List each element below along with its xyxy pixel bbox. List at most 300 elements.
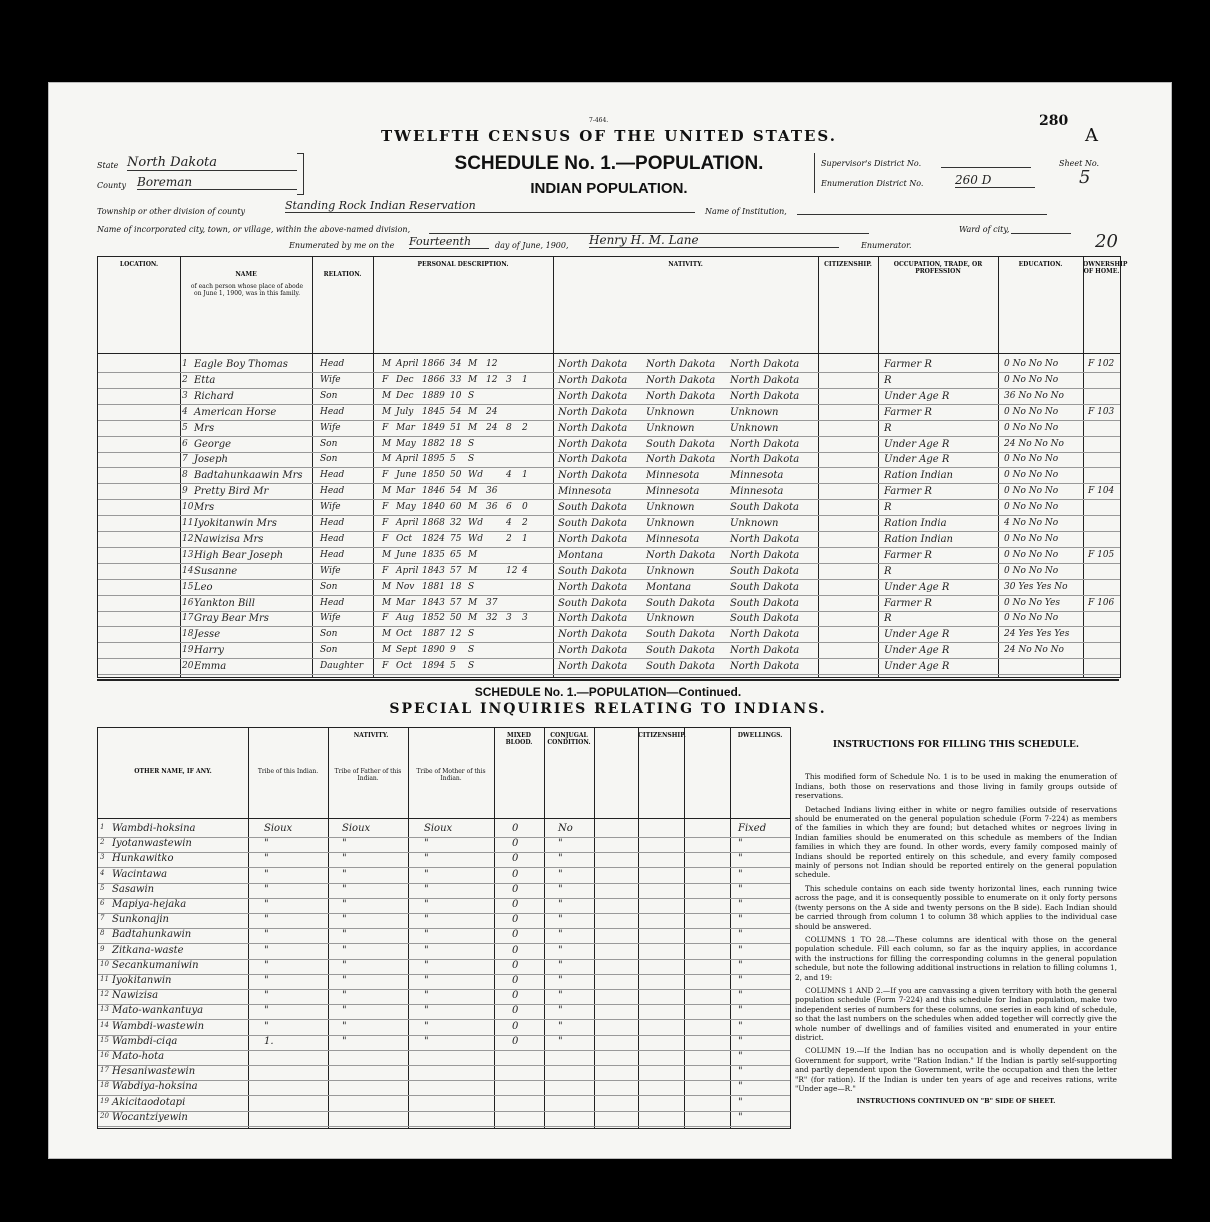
cell-mar: M bbox=[468, 502, 478, 513]
hdr-nativity2: NATIVITY. bbox=[353, 732, 389, 739]
cell-lv: 2 bbox=[522, 422, 528, 433]
cell-rel: Wife bbox=[320, 502, 341, 513]
instruction-paragraph: This modified form of Schedule No. 1 is to be used in making the enumeration of Indians, both those on reservations and those living in family groups outside of reservations. bbox=[795, 772, 1117, 801]
cell-n: 11 bbox=[100, 975, 109, 983]
instructions-panel bbox=[795, 727, 1117, 1127]
cell-year: 1887 bbox=[422, 629, 445, 640]
cell-month: Dec bbox=[396, 390, 414, 401]
cell-ch: 6 bbox=[506, 502, 512, 513]
cell-n: 10 bbox=[100, 959, 109, 968]
cell-sex: F bbox=[382, 661, 389, 672]
hdr-relation: RELATION. bbox=[323, 271, 362, 278]
cell-year: 1881 bbox=[422, 581, 445, 592]
schedule-subtitle: INDIAN POPULATION. bbox=[530, 180, 688, 197]
cell-rel: Head bbox=[320, 597, 345, 608]
cell-name: Susanne bbox=[194, 565, 238, 577]
cell-name: Joseph bbox=[194, 454, 228, 466]
cell-t2: " bbox=[342, 1035, 347, 1047]
cell-mb: North Dakota bbox=[730, 438, 800, 450]
cell-t3: " bbox=[424, 1005, 429, 1017]
cell-t1: " bbox=[264, 914, 269, 926]
cell-name: Mrs bbox=[194, 502, 215, 514]
cell-occ: Farmer R bbox=[884, 359, 932, 370]
cell-sex: F bbox=[382, 613, 389, 624]
hdr-conjugal: CONJUGAL CONDITION. bbox=[547, 732, 591, 746]
cell-dw: " bbox=[738, 1111, 743, 1123]
cell-mb: Minnesota bbox=[730, 486, 784, 498]
cell-fb: Unknown bbox=[646, 406, 695, 418]
table-row bbox=[98, 659, 1120, 678]
ward-label: Ward of city, bbox=[959, 225, 1010, 234]
cell-mar: M bbox=[468, 565, 478, 576]
cell-t3: " bbox=[424, 959, 429, 971]
institution-value bbox=[797, 214, 1047, 215]
cell-mar: M bbox=[468, 549, 478, 560]
cell-mar: M bbox=[468, 486, 478, 497]
cell-n: 2 bbox=[100, 838, 105, 847]
cell-dw: " bbox=[738, 868, 743, 880]
cell-rel: Head bbox=[320, 470, 345, 481]
cell-occ: Farmer R bbox=[884, 597, 932, 609]
cell-poly: " bbox=[558, 853, 563, 865]
cell-n: 3 bbox=[100, 853, 105, 862]
cell-n: 8 bbox=[182, 470, 188, 481]
cell-ed: 0 No No No bbox=[1004, 613, 1059, 624]
cell-poly: " bbox=[558, 975, 563, 986]
cell-sex: M bbox=[382, 549, 392, 560]
cell-n: 15 bbox=[182, 581, 194, 592]
instruction-paragraph: COLUMNS 1 AND 2.—If you are canvassing a given territory with both the general population schedule (Form 7-224) and this schedule for Indian population, make two independent series of numbers for these columns, one series in each kind of schedule, so that the last numbers on the schedules when added together will correctly give the whole number of dwellings and of families visited and enumerated in your entire district. bbox=[795, 985, 1117, 1042]
cell-yrs: 24 bbox=[486, 406, 498, 417]
enum-district-value: 260 D bbox=[955, 173, 1035, 188]
cell-mar: S bbox=[468, 645, 475, 656]
cell-dw: " bbox=[738, 975, 743, 986]
cell-mb: North Dakota bbox=[730, 374, 800, 386]
sheet-value: 5 bbox=[1079, 167, 1091, 188]
city-label: Name of incorporated city, town, or village, within the above-named division, bbox=[97, 225, 411, 234]
cell-dw: " bbox=[738, 1005, 743, 1017]
cell-t1: " bbox=[264, 959, 269, 971]
cell-dw: " bbox=[738, 1066, 743, 1078]
cell-mix: 0 bbox=[512, 959, 519, 971]
cell-n: 14 bbox=[100, 1020, 109, 1029]
enumerated-day: Fourteenth bbox=[409, 235, 489, 249]
cell-occ: Ration India bbox=[884, 518, 947, 529]
cell-mar: S bbox=[468, 438, 475, 449]
cell-ch: 4 bbox=[506, 470, 512, 481]
form-number: 7-464. bbox=[589, 117, 609, 124]
cell-lv: 1 bbox=[522, 533, 528, 544]
cell-mar: M bbox=[468, 597, 478, 608]
cell-name: Harry bbox=[194, 645, 224, 657]
cell-year: 1824 bbox=[422, 533, 445, 544]
cell-n: 6 bbox=[182, 438, 188, 449]
supervisor-label: Supervisor's District No. bbox=[821, 159, 922, 168]
cell-t2: Sioux bbox=[342, 823, 371, 834]
cell-year: 1835 bbox=[422, 549, 445, 560]
cell-dw: " bbox=[738, 990, 743, 1002]
cell-n: 19 bbox=[182, 645, 194, 656]
cell-t1: 1. bbox=[264, 1035, 274, 1047]
cell-pb: North Dakota bbox=[558, 533, 628, 545]
hdr-nativity: NATIVITY. bbox=[668, 261, 703, 268]
cell-month: June bbox=[396, 470, 417, 481]
cell-dw: " bbox=[738, 914, 743, 926]
instruction-paragraph: Detached Indians living either in white or negro families outside of reservations should be enumerated on the general population schedule (Form 7-224) as members of the families in which they are found; but detached whites or negroes living in Indian families should be enumerated on this schedule as members of the Indian families in which they are found. In other words, every family composed mainly of Indians should be reported entirely on this schedule, and every family composed mainly of persons not Indian should be reported entirely on the general population schedule. bbox=[795, 804, 1117, 880]
cell-mix: 0 bbox=[512, 883, 519, 895]
cell-poly: " bbox=[558, 914, 563, 926]
cell-rel: Head bbox=[320, 533, 345, 544]
cell-month: April bbox=[396, 454, 419, 465]
cell-lv: 1 bbox=[522, 374, 528, 385]
hdr-tribe-self: Tribe of this Indian. bbox=[257, 768, 319, 775]
inquiry-row bbox=[98, 1111, 790, 1129]
cell-ed: 0 No No No bbox=[1004, 470, 1059, 481]
cell-mar: Wd bbox=[468, 470, 484, 481]
cell-occ: R bbox=[884, 422, 892, 434]
section2-subtitle: SPECIAL INQUIRIES RELATING TO INDIANS. bbox=[389, 701, 827, 717]
state-label: State bbox=[97, 161, 119, 170]
cell-n: 8 bbox=[100, 929, 105, 938]
cell-year: 1866 bbox=[422, 359, 445, 369]
cell-mix: 0 bbox=[512, 853, 519, 865]
cell-own: F 106 bbox=[1088, 597, 1115, 608]
cell-month: Dec bbox=[396, 374, 414, 385]
cell-month: Oct bbox=[396, 629, 413, 640]
cell-other: Wacintawa bbox=[112, 868, 168, 880]
cell-mix: 0 bbox=[512, 944, 519, 956]
cell-t1: " bbox=[264, 975, 269, 986]
cell-occ: Under Age R bbox=[884, 390, 950, 402]
cell-occ: Under Age R bbox=[884, 661, 950, 673]
cell-other: Wambdi-wastewin bbox=[112, 1020, 205, 1032]
cell-mix: 0 bbox=[512, 1035, 519, 1047]
cell-dw: " bbox=[738, 1020, 743, 1032]
cell-poly: " bbox=[558, 883, 563, 895]
cell-n: 5 bbox=[182, 422, 188, 433]
cell-other: Nawizisa bbox=[112, 990, 159, 1002]
page-side: A bbox=[1085, 125, 1098, 146]
cell-fb: North Dakota bbox=[646, 374, 716, 386]
cell-rel: Wife bbox=[320, 565, 341, 576]
cell-t1: " bbox=[264, 853, 269, 865]
cell-rel: Son bbox=[320, 629, 338, 640]
cell-pb: North Dakota bbox=[558, 406, 628, 418]
cell-t2: " bbox=[342, 990, 347, 1002]
cell-ed: 0 No No Yes bbox=[1004, 597, 1060, 608]
cell-rel: Head bbox=[320, 518, 345, 528]
cell-ed: 0 No No No bbox=[1004, 486, 1059, 497]
cell-other: Wambdi-ciqa bbox=[112, 1035, 178, 1047]
cell-mb: North Dakota bbox=[730, 645, 800, 657]
cell-n: 17 bbox=[182, 613, 194, 624]
cell-dw: " bbox=[738, 1081, 743, 1093]
cell-ed: 30 Yes Yes No bbox=[1004, 581, 1068, 592]
cell-age: 5 bbox=[450, 661, 456, 672]
cell-dw: " bbox=[738, 838, 743, 850]
cell-mb: Unknown bbox=[730, 406, 779, 418]
cell-age: 54 bbox=[450, 486, 462, 497]
cell-other: Secankumaniwin bbox=[112, 959, 199, 971]
cell-dw: " bbox=[738, 1051, 743, 1062]
cell-ch: 2 bbox=[506, 533, 512, 544]
cell-rel: Wife bbox=[320, 422, 341, 433]
cell-year: 1845 bbox=[422, 406, 445, 417]
cell-yrs: 12 bbox=[486, 374, 498, 385]
cell-name: Leo bbox=[194, 581, 213, 593]
cell-pb: North Dakota bbox=[558, 470, 628, 482]
cell-occ: Ration Indian bbox=[884, 533, 953, 545]
cell-ch: 12 bbox=[506, 565, 518, 576]
cell-ed: 0 No No No bbox=[1004, 502, 1059, 513]
cell-fb: North Dakota bbox=[646, 359, 716, 370]
cell-mar: M bbox=[468, 422, 478, 433]
cell-month: Oct bbox=[396, 533, 413, 544]
cell-dw: " bbox=[738, 899, 743, 910]
census-sheet bbox=[48, 82, 1172, 1159]
cell-t3: " bbox=[424, 990, 429, 1002]
cell-month: April bbox=[396, 565, 419, 576]
cell-name: Etta bbox=[194, 374, 216, 386]
cell-fb: Minnesota bbox=[646, 470, 700, 482]
cell-n: 9 bbox=[182, 486, 188, 497]
cell-occ: R bbox=[884, 502, 892, 514]
cell-mb: North Dakota bbox=[730, 454, 800, 466]
cell-n: 1 bbox=[182, 359, 188, 369]
cell-yrs: 37 bbox=[486, 597, 498, 608]
cell-rel: Daughter bbox=[320, 661, 364, 672]
cell-month: April bbox=[396, 518, 419, 528]
cell-n: 17 bbox=[100, 1066, 109, 1075]
cell-mix: 0 bbox=[512, 868, 519, 880]
cell-name: Richard bbox=[194, 390, 234, 402]
cell-rel: Son bbox=[320, 438, 338, 449]
enum-district-label: Enumeration District No. bbox=[821, 179, 924, 188]
cell-mix: 0 bbox=[512, 975, 519, 986]
cell-own: F 102 bbox=[1088, 359, 1115, 369]
cell-mar: M bbox=[468, 613, 478, 624]
cell-ch: 3 bbox=[506, 613, 512, 624]
cell-year: 1889 bbox=[422, 390, 445, 401]
cell-rel: Head bbox=[320, 406, 345, 417]
cell-t2: " bbox=[342, 868, 347, 880]
cell-t1: " bbox=[264, 899, 269, 910]
cell-rel: Son bbox=[320, 645, 338, 656]
cell-dw: " bbox=[738, 1096, 743, 1108]
cell-other: Iyokitanwin bbox=[112, 975, 172, 986]
cell-n: 2 bbox=[182, 374, 188, 385]
cell-name: Yankton Bill bbox=[194, 597, 255, 609]
cell-n: 11 bbox=[182, 518, 194, 528]
cell-mar: Wd bbox=[468, 533, 484, 544]
cell-n: 5 bbox=[100, 883, 105, 892]
cell-other: Sasawin bbox=[112, 883, 155, 895]
county-value: Boreman bbox=[137, 175, 297, 190]
township-label: Township or other division of county bbox=[97, 207, 246, 216]
cell-year: 1852 bbox=[422, 613, 445, 624]
cell-poly: " bbox=[558, 990, 563, 1002]
hdr-name-sub: of each person whose place of abode on June 1, 1900, was in this family. bbox=[190, 283, 304, 297]
cell-fb: North Dakota bbox=[646, 390, 716, 402]
cell-ed: 24 No No No bbox=[1004, 645, 1064, 656]
cell-pb: North Dakota bbox=[558, 661, 628, 673]
cell-rel: Son bbox=[320, 581, 338, 592]
cell-pb: Minnesota bbox=[558, 486, 612, 498]
cell-sex: F bbox=[382, 470, 389, 481]
cell-sex: F bbox=[382, 422, 389, 433]
cell-mar: S bbox=[468, 390, 475, 401]
cell-t1: " bbox=[264, 838, 269, 850]
cell-occ: Under Age R bbox=[884, 581, 950, 593]
cell-ed: 4 No No No bbox=[1004, 518, 1059, 528]
cell-ed: 0 No No No bbox=[1004, 374, 1059, 385]
cell-year: 1846 bbox=[422, 486, 445, 497]
cell-name: George bbox=[194, 438, 232, 450]
hdr-occupation: OCCUPATION, TRADE, OR PROFESSION bbox=[893, 261, 983, 275]
cell-yrs: 36 bbox=[486, 486, 498, 497]
cell-name: Nawizisa Mrs bbox=[194, 533, 264, 545]
hdr-dwellings: DWELLINGS. bbox=[737, 732, 783, 739]
cell-year: 1866 bbox=[422, 374, 445, 385]
cell-poly: " bbox=[558, 899, 563, 910]
cell-yrs: 36 bbox=[486, 502, 498, 513]
cell-mix: 0 bbox=[512, 990, 519, 1002]
cell-poly: " bbox=[558, 1020, 563, 1032]
enumerator-label: Enumerator. bbox=[861, 241, 912, 250]
cell-occ: Under Age R bbox=[884, 438, 950, 450]
cell-other: Sunkonajin bbox=[112, 914, 169, 926]
cell-t3: " bbox=[424, 929, 429, 941]
cell-year: 1890 bbox=[422, 645, 445, 656]
cell-other: Hunkawitko bbox=[112, 853, 174, 865]
margin-number: 20 bbox=[1095, 231, 1118, 252]
cell-month: Nov bbox=[396, 581, 415, 592]
cell-year: 1895 bbox=[422, 454, 445, 465]
cell-n: 12 bbox=[182, 533, 194, 544]
cell-fb: South Dakota bbox=[646, 438, 715, 450]
cell-name: Gray Bear Mrs bbox=[194, 613, 269, 625]
cell-mar: S bbox=[468, 454, 475, 465]
cell-age: 34 bbox=[450, 359, 462, 369]
cell-year: 1894 bbox=[422, 661, 445, 672]
county-label: County bbox=[97, 181, 126, 190]
cell-ed: 36 No No No bbox=[1004, 390, 1064, 401]
hdr-name: NAME bbox=[235, 271, 257, 278]
cell-other: Mato-hota bbox=[112, 1051, 165, 1062]
cell-fb: South Dakota bbox=[646, 597, 715, 609]
cell-age: 51 bbox=[450, 422, 462, 433]
cell-other: Wambdi-hoksina bbox=[112, 823, 196, 834]
cell-mar: S bbox=[468, 581, 475, 592]
cell-age: 54 bbox=[450, 406, 462, 417]
cell-other: Zitkana-waste bbox=[112, 944, 184, 956]
cell-sex: F bbox=[382, 518, 389, 528]
cell-ed: 0 No No No bbox=[1004, 565, 1059, 576]
cell-month: Mar bbox=[396, 486, 415, 497]
cell-month: June bbox=[396, 549, 417, 560]
cell-n: 20 bbox=[100, 1111, 109, 1120]
cell-t2: " bbox=[342, 1020, 347, 1032]
cell-t2: " bbox=[342, 899, 347, 910]
cell-age: 75 bbox=[450, 533, 462, 544]
cell-occ: R bbox=[884, 374, 892, 386]
cell-lv: 2 bbox=[522, 518, 528, 528]
hdr-citizenship: CITIZENSHIP. bbox=[824, 261, 872, 268]
cell-mb: North Dakota bbox=[730, 533, 800, 545]
cell-ed: 0 No No No bbox=[1004, 422, 1059, 433]
cell-own: F 105 bbox=[1088, 549, 1115, 560]
institution-label: Name of Institution, bbox=[705, 207, 787, 216]
cell-year: 1843 bbox=[422, 597, 445, 608]
cell-n: 15 bbox=[100, 1035, 109, 1044]
cell-pb: North Dakota bbox=[558, 581, 628, 593]
cell-age: 12 bbox=[450, 629, 462, 640]
cell-age: 18 bbox=[450, 581, 462, 592]
cell-month: Mar bbox=[396, 422, 415, 433]
cell-poly: " bbox=[558, 944, 563, 956]
cell-n: 1 bbox=[100, 823, 105, 831]
instructions-footer: INSTRUCTIONS CONTINUED ON "B" SIDE OF SHEET. bbox=[856, 1097, 1056, 1106]
cell-mb: South Dakota bbox=[730, 597, 799, 609]
cell-n: 20 bbox=[182, 661, 194, 672]
cell-t3: " bbox=[424, 975, 429, 986]
cell-fb: Unknown bbox=[646, 613, 695, 625]
cell-lv: 1 bbox=[522, 470, 528, 481]
cell-age: 9 bbox=[450, 645, 456, 656]
cell-lv: 4 bbox=[522, 565, 528, 576]
cell-sex: M bbox=[382, 486, 392, 497]
cell-n: 7 bbox=[182, 454, 188, 465]
cell-other: Akicitaodotapi bbox=[112, 1096, 186, 1108]
cell-t3: Sioux bbox=[424, 823, 453, 834]
cell-mb: North Dakota bbox=[730, 390, 800, 402]
cell-own: F 103 bbox=[1088, 406, 1115, 417]
cell-ch: 3 bbox=[506, 374, 512, 385]
cell-dw: " bbox=[738, 853, 743, 865]
cell-name: Jesse bbox=[194, 629, 221, 641]
cell-year: 1849 bbox=[422, 422, 445, 433]
cell-t2: " bbox=[342, 853, 347, 865]
cell-rel: Head bbox=[320, 486, 345, 497]
cell-mb: North Dakota bbox=[730, 629, 800, 641]
cell-name: American Horse bbox=[194, 406, 277, 418]
cell-age: 5 bbox=[450, 454, 456, 465]
cell-poly: No bbox=[558, 823, 573, 834]
cell-month: Mar bbox=[396, 597, 415, 608]
cell-t2: " bbox=[342, 975, 347, 986]
cell-age: 10 bbox=[450, 390, 462, 401]
cell-poly: " bbox=[558, 929, 563, 941]
cell-dw: " bbox=[738, 929, 743, 941]
cell-mb: North Dakota bbox=[730, 359, 800, 370]
cell-n: 10 bbox=[182, 502, 194, 513]
cell-fb: Unknown bbox=[646, 502, 695, 514]
special-inquiries-section bbox=[97, 679, 1119, 1129]
cell-occ: Under Age R bbox=[884, 629, 950, 641]
enumerator-name: Henry H. M. Lane bbox=[589, 233, 839, 248]
cell-mb: Unknown bbox=[730, 422, 779, 434]
state-value: North Dakota bbox=[127, 155, 297, 171]
cell-age: 18 bbox=[450, 438, 462, 449]
cell-n: 13 bbox=[100, 1005, 109, 1014]
cell-n: 4 bbox=[100, 868, 105, 877]
cell-dw: " bbox=[738, 1035, 743, 1047]
enumerated-prefix: Enumerated by me on the bbox=[289, 241, 395, 250]
cell-mix: 0 bbox=[512, 1005, 519, 1017]
cell-t2: " bbox=[342, 959, 347, 971]
cell-mb: North Dakota bbox=[730, 549, 800, 561]
cell-pb: North Dakota bbox=[558, 359, 628, 370]
